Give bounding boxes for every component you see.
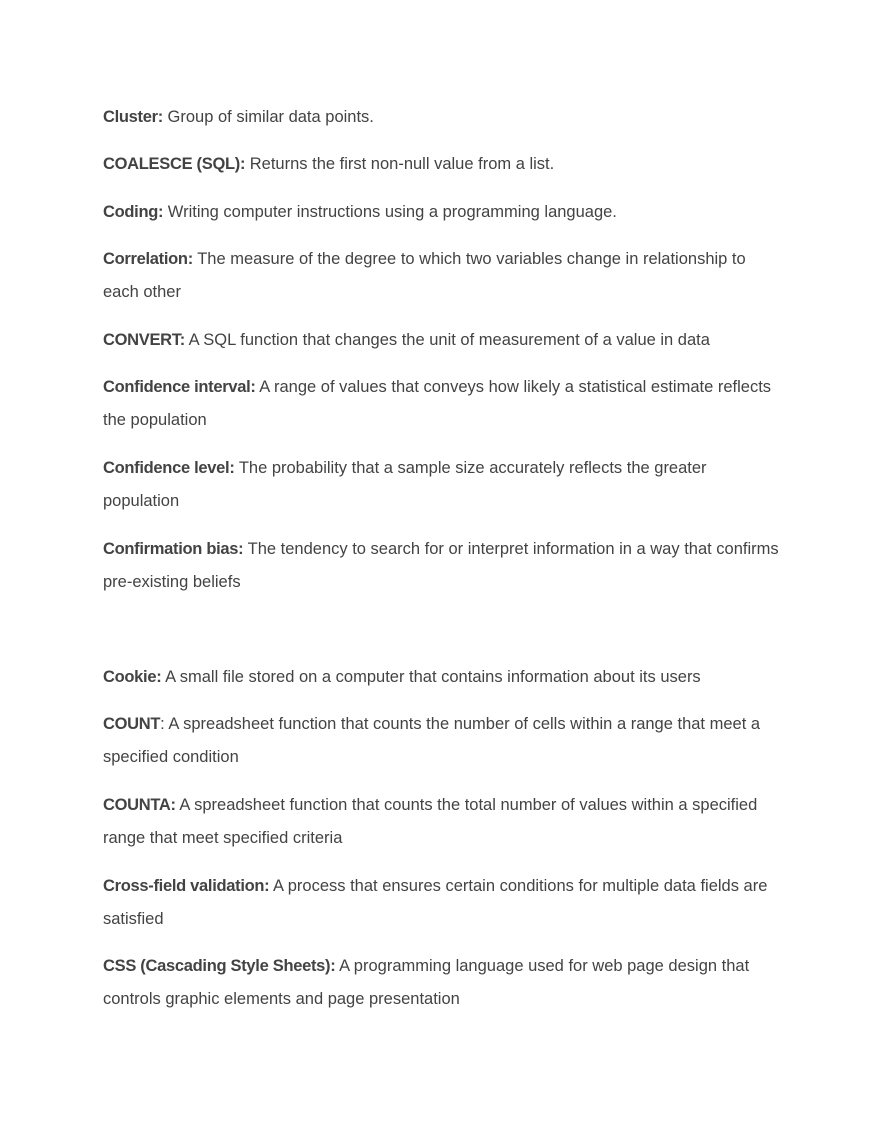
glossary-definition: : A spreadsheet function that counts the number of cells within a range that meet a specified condition bbox=[103, 715, 761, 766]
glossary-term: COUNT bbox=[103, 715, 161, 733]
glossary-entry-css bbox=[103, 950, 783, 1016]
glossary-term: CONVERT: bbox=[103, 331, 185, 349]
glossary-entry-cookie bbox=[103, 661, 783, 694]
glossary-term: Confirmation bias: bbox=[103, 540, 244, 558]
glossary-term: Cookie: bbox=[103, 668, 162, 686]
glossary-term: Correlation: bbox=[103, 250, 193, 268]
glossary-entry-coalesce bbox=[103, 148, 783, 181]
glossary-definition: A spreadsheet function that counts the total number of values within a specified range that meet specified criteria bbox=[103, 796, 758, 847]
glossary-definition: The measure of the degree to which two variables change in relationship to each other bbox=[103, 250, 746, 301]
glossary-entry-convert bbox=[103, 324, 783, 357]
glossary-term: COUNTA: bbox=[103, 796, 176, 814]
glossary-entry-count bbox=[103, 708, 783, 774]
glossary-term: Confidence level: bbox=[103, 459, 235, 477]
glossary-term: CSS (Cascading Style Sheets): bbox=[103, 957, 336, 975]
glossary-entry-cross-field-validation bbox=[103, 870, 783, 936]
glossary-entry-confidence-interval bbox=[103, 371, 783, 437]
glossary-entry-correlation bbox=[103, 243, 783, 309]
glossary-definition: A process that ensures certain conditions for multiple data fields are satisfied bbox=[103, 877, 768, 928]
glossary-term: Confidence interval: bbox=[103, 378, 256, 396]
glossary-entry-confirmation-bias bbox=[103, 533, 783, 599]
glossary-entry-coding bbox=[103, 196, 783, 229]
glossary-definition: A small file stored on a computer that contains information about its users bbox=[161, 668, 701, 686]
glossary-entry-counta bbox=[103, 789, 783, 855]
glossary-term: Cross-field validation: bbox=[103, 877, 270, 895]
glossary-entry-confidence-level bbox=[103, 452, 783, 518]
glossary-definition: A range of values that conveys how likely a statistical estimate reflects the population bbox=[103, 378, 772, 429]
glossary-definition: The tendency to search for or interpret information in a way that confirms pre-existing beliefs bbox=[103, 540, 779, 591]
glossary-entry-cluster bbox=[103, 101, 783, 134]
glossary-definition: A SQL function that changes the unit of measurement of a value in data bbox=[184, 331, 710, 349]
glossary-definition: A programming language used for web page design that controls graphic elements and page presentation bbox=[103, 957, 750, 1008]
glossary-definition: Returns the first non-null value from a list. bbox=[245, 155, 555, 173]
glossary-definition: Group of similar data points. bbox=[162, 108, 374, 126]
glossary-term: Cluster: bbox=[103, 108, 163, 126]
glossary-definition: The probability that a sample size accurately reflects the greater population bbox=[103, 459, 707, 510]
glossary-term: COALESCE (SQL): bbox=[103, 155, 246, 173]
glossary-definition: Writing computer instructions using a programming language. bbox=[163, 203, 617, 221]
glossary-term: Coding: bbox=[103, 203, 164, 221]
